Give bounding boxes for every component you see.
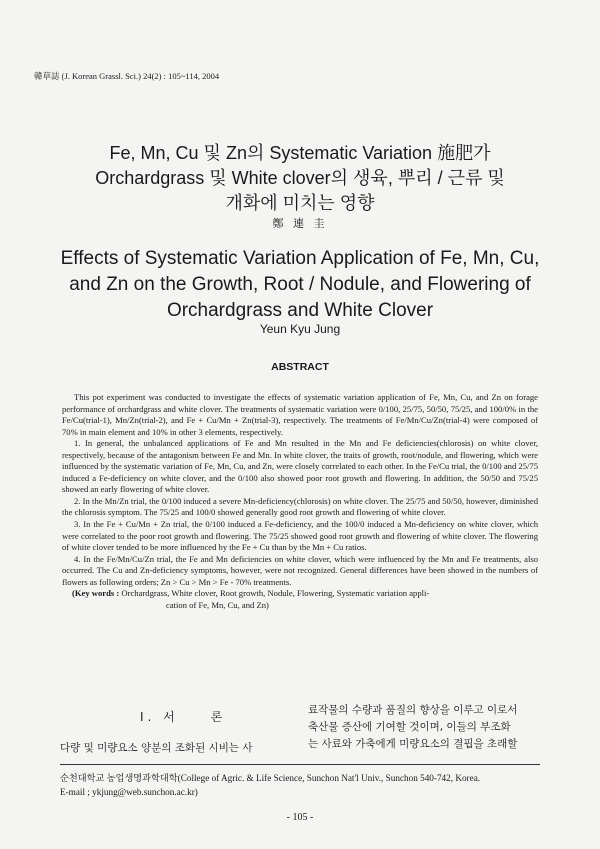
korean-title-line: 개화에 미치는 영향 [225,193,375,213]
english-title-line: Orchardgrass and White Clover [166,300,434,321]
english-title [40,246,560,324]
journal-citation: 韓草誌 (J. Korean Grassl. Sci.) 24(2) : 105~114, 2004 [34,71,220,81]
body-line: 료작물의 수량과 품질의 향상을 이루고 이로서 [308,704,518,716]
abstract-body [62,392,538,611]
section-heading: Ⅰ. 서 론 [140,710,227,724]
footnote-rule [60,764,540,765]
korean-title-line: Fe, Mn, Cu 및 Zn의 Systematic Variation 施肥가 [109,143,491,163]
korean-author: 鄭 連 圭 [272,217,328,230]
left-column-text: 다량 및 미량요소 양분의 조화된 시비는 사 [60,742,253,754]
keywords-line: Orchardgrass, White clover, Root growth, Nodule, Flowering, Systematic variation appli- [121,588,430,599]
footnote-line: 순천대학교 농업생명과학대학(College of Agric. & Life Science, Sunchon Nat'l Univ., Sunchon 540-742, Korea. [60,773,481,783]
abstract-paragraph: 1. In general, the unbalanced applications of Fe and Mn resulted in the Mn and Fe deficiencies(chlorosis) on white clover, respectively, because of the antagonism between Fe and Mn. In white clover, the traits of growth, root/nodule, and flowering, which were influenced by the systematic variation of Fe, Mn, Cu, and Zn, were closely correlated to each other. In the Fe/Cu trial, the 0/100 and 25/75 induced a Fe-deficiency on white clover, and the 0/100 also showed poor root growth and flowering. In addition, the 50/50 and 75/25 showed an early flowering of white clover. [62,438,538,495]
abstract-paragraph: 3. In the Fe + Cu/Mn + Zn trial, the 0/100 induced a Fe-deficiency, and the 100/0 induced a Mn-deficiency on white clover, which were correlated to the poor root growth and flowering. The 75/25 showed good root growth and flowering of white clover. The flowering of white clover tended to be more influenced by the Fe + Cu than by the Mn + Cu ratios. [62,519,538,553]
korean-title-line: Orchardgrass 및 White clover의 생육, 뿌리 / 근류 및 [95,168,505,188]
keywords-label: (Key words : [72,588,120,599]
body-line: 축산물 증산에 기여할 것이며, 이들의 부조화 [308,721,511,733]
english-title-line: and Zn on the Growth, Root / Nodule, and Flowering of [69,274,531,295]
abstract-paragraph: This pot experiment was conducted to investigate the effects of systematic variation application of Fe, Mn, Cu, and Zn on forage performance of orchardgrass and white clover. The treatments of systematic variation were 0/100, 25/75, 50/50, 75/25, and 100/0% in the Fe/Cu(trial-1), Mn/Zn(trial-2), and Fe + Cu/Mn + Zn(trial-3), respectively. The treatments of Fe/Mn/Cu/Zn(trial-4) were composed of 70% in main element and 10% in other 3 elements, respectively. [62,392,538,437]
keywords-line: cation of Fe, Mn, Cu, and Zn) [166,599,269,610]
affiliation-footnote [60,771,550,799]
english-author: Yeun Kyu Jung [259,322,341,336]
page-number: - 105 - [286,812,314,823]
abstract-heading: ABSTRACT [271,361,329,373]
english-title-line: Effects of Systematic Variation Application of Fe, Mn, Cu, [60,248,540,269]
abstract-paragraph: 2. In the Mn/Zn trial, the 0/100 induced a severe Mn-deficiency(chlorosis) on white clover. The 25/75 and 50/50, however, diminished the chlorosis symptom. The 75/25 and 100/0 showed generally good root growth and flowering of white clover. [62,495,538,518]
footnote-line: E-mail ; ykjung@web.sunchon.ac.kr) [60,787,198,797]
abstract-paragraph: 4. In the Fe/Mn/Cu/Zn trial, the Fe and Mn deficiencies on white clover, which were influenced by the Mn and Fe treatments, also occurred. The Cu and Zn-deficiency symptoms, however, were not recognized. General differences have been showed in the numbers of flowers as following orders; Zn > Cu > Mn > Fe - 70% treatments. [62,553,538,587]
korean-title [40,141,560,216]
keywords [62,588,538,611]
right-column-text [308,702,542,753]
body-line: 는 사료와 가축에게 미량요소의 결핍을 초래할 [308,738,518,750]
